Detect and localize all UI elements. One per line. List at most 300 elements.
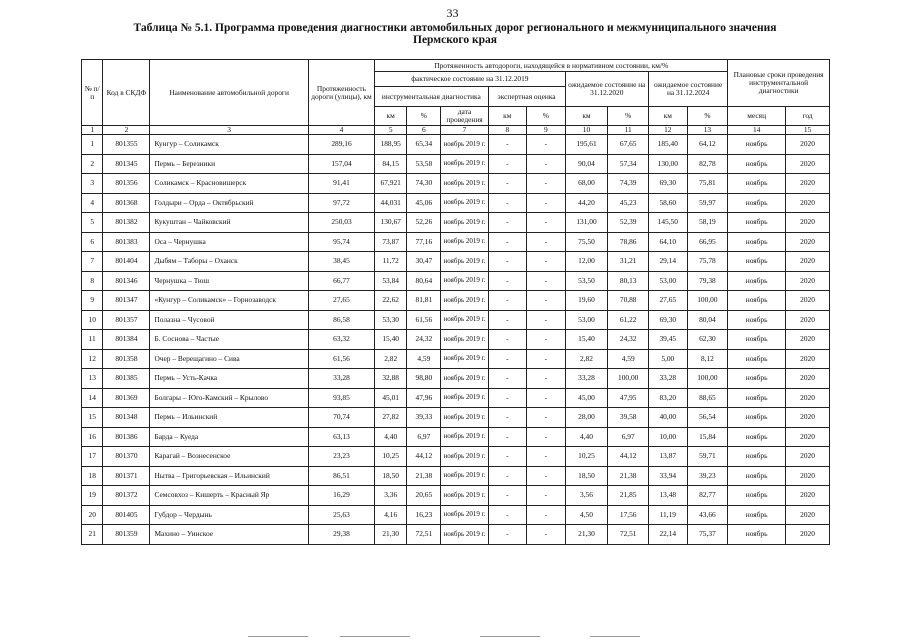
road-name-cell: Пермь – Усть-Качка xyxy=(150,369,308,389)
instrumental-km-cell: 44,031 xyxy=(375,193,407,213)
expert-pct-cell: - xyxy=(527,447,566,467)
header-month: месяц xyxy=(728,107,786,126)
column-number: 3 xyxy=(150,126,308,135)
table-row xyxy=(82,447,830,467)
diagnostic-date-cell: ноябрь 2019 г. xyxy=(441,213,488,233)
instrumental-km-cell: 4,40 xyxy=(375,427,407,447)
diagnostic-date-cell: ноябрь 2019 г. xyxy=(441,408,488,428)
road-length-cell: 91,41 xyxy=(308,174,374,194)
table-header xyxy=(82,60,830,126)
header-km: км xyxy=(649,107,688,126)
expected-2024-km-cell: 27,65 xyxy=(649,291,688,311)
expected-2024-km-cell: 83,20 xyxy=(649,388,688,408)
expert-km-cell: - xyxy=(488,252,527,272)
road-name-cell: Полазна – Чусовой xyxy=(150,310,308,330)
expected-2020-pct-cell: 4,59 xyxy=(608,349,649,369)
planned-month-cell: ноябрь xyxy=(728,271,786,291)
expected-2024-pct-cell: 62,30 xyxy=(687,330,728,350)
expert-km-cell: - xyxy=(488,525,527,545)
header-expert: экспертная оценка xyxy=(488,87,565,107)
expected-2024-pct-cell: 8,12 xyxy=(687,349,728,369)
planned-year-cell: 2020 xyxy=(786,447,830,467)
diagnostic-date-cell: ноябрь 2019 г. xyxy=(441,232,488,252)
header-km: км xyxy=(565,107,608,126)
road-name-cell: Очер – Верещагино – Сива xyxy=(150,349,308,369)
table-row xyxy=(82,486,830,506)
expert-pct-cell: - xyxy=(527,369,566,389)
expected-2024-pct-cell: 59,97 xyxy=(687,193,728,213)
row-number-cell: 18 xyxy=(82,466,103,486)
road-code-cell: 801371 xyxy=(103,466,150,486)
diagnostic-date-cell: ноябрь 2019 г. xyxy=(441,135,488,155)
expected-2024-pct-cell: 58,19 xyxy=(687,213,728,233)
instrumental-km-cell: 84,15 xyxy=(375,154,407,174)
road-length-cell: 29,38 xyxy=(308,525,374,545)
header-pct: % xyxy=(687,107,728,126)
planned-month-cell: ноябрь xyxy=(728,505,786,525)
road-length-cell: 63,32 xyxy=(308,330,374,350)
planned-month-cell: ноябрь xyxy=(728,427,786,447)
expert-pct-cell: - xyxy=(527,408,566,428)
instrumental-pct-cell: 21,38 xyxy=(407,466,441,486)
header-code: Код в СКДФ xyxy=(103,60,150,126)
planned-year-cell: 2020 xyxy=(786,525,830,545)
expert-pct-cell: - xyxy=(527,213,566,233)
row-number-cell: 1 xyxy=(82,135,103,155)
instrumental-pct-cell: 81,81 xyxy=(407,291,441,311)
expected-2020-km-cell: 131,00 xyxy=(565,213,608,233)
expected-2024-km-cell: 69,30 xyxy=(649,310,688,330)
road-code-cell: 801359 xyxy=(103,525,150,545)
expected-2020-pct-cell: 21,85 xyxy=(608,486,649,506)
instrumental-pct-cell: 47,96 xyxy=(407,388,441,408)
expert-km-cell: - xyxy=(488,271,527,291)
road-code-cell: 801346 xyxy=(103,271,150,291)
planned-year-cell: 2020 xyxy=(786,388,830,408)
expert-pct-cell: - xyxy=(527,271,566,291)
expected-2024-pct-cell: 82,78 xyxy=(687,154,728,174)
expected-2020-km-cell: 18,50 xyxy=(565,466,608,486)
instrumental-pct-cell: 80,64 xyxy=(407,271,441,291)
instrumental-pct-cell: 45,06 xyxy=(407,193,441,213)
road-name-cell: Голдыри – Орда – Октябрьский xyxy=(150,193,308,213)
expected-2024-pct-cell: 75,78 xyxy=(687,252,728,272)
road-name-cell: Барда – Куеда xyxy=(150,427,308,447)
expert-pct-cell: - xyxy=(527,135,566,155)
row-number-cell: 10 xyxy=(82,310,103,330)
diagnostic-date-cell: ноябрь 2019 г. xyxy=(441,174,488,194)
row-number-cell: 14 xyxy=(82,388,103,408)
expert-pct-cell: - xyxy=(527,525,566,545)
expected-2020-pct-cell: 6,97 xyxy=(608,427,649,447)
expert-pct-cell: - xyxy=(527,505,566,525)
header-km: км xyxy=(375,107,407,126)
expected-2024-km-cell: 39,45 xyxy=(649,330,688,350)
header-instrumental: инструментальная диагностика xyxy=(375,87,488,107)
instrumental-km-cell: 53,30 xyxy=(375,310,407,330)
expected-2020-km-cell: 53,50 xyxy=(565,271,608,291)
expected-2024-pct-cell: 100,00 xyxy=(687,291,728,311)
row-number-cell: 6 xyxy=(82,232,103,252)
expert-km-cell: - xyxy=(488,135,527,155)
planned-year-cell: 2020 xyxy=(786,486,830,506)
instrumental-pct-cell: 52,26 xyxy=(407,213,441,233)
expected-2020-pct-cell: 100,00 xyxy=(608,369,649,389)
road-length-cell: 38,45 xyxy=(308,252,374,272)
road-name-cell: Болгары – Юго-Камский – Крылово xyxy=(150,388,308,408)
column-number-row xyxy=(82,126,830,135)
expected-2020-km-cell: 10,25 xyxy=(565,447,608,467)
header-km: км xyxy=(488,107,527,126)
row-number-cell: 11 xyxy=(82,330,103,350)
expected-2020-km-cell: 33,28 xyxy=(565,369,608,389)
road-length-cell: 27,65 xyxy=(308,291,374,311)
planned-month-cell: ноябрь xyxy=(728,252,786,272)
expected-2020-pct-cell: 52,39 xyxy=(608,213,649,233)
column-number: 12 xyxy=(649,126,688,135)
footer-rule xyxy=(248,636,308,637)
road-code-cell: 801383 xyxy=(103,232,150,252)
header-length: Протяженность дороги (улицы), км xyxy=(308,60,374,126)
road-length-cell: 86,51 xyxy=(308,466,374,486)
expected-2020-pct-cell: 31,21 xyxy=(608,252,649,272)
expert-pct-cell: - xyxy=(527,193,566,213)
table-row xyxy=(82,388,830,408)
road-length-cell: 66,77 xyxy=(308,271,374,291)
road-length-cell: 70,74 xyxy=(308,408,374,428)
expected-2024-km-cell: 29,14 xyxy=(649,252,688,272)
column-number: 8 xyxy=(488,126,527,135)
table-row xyxy=(82,525,830,545)
instrumental-pct-cell: 74,30 xyxy=(407,174,441,194)
instrumental-km-cell: 10,25 xyxy=(375,447,407,467)
expected-2024-km-cell: 40,00 xyxy=(649,408,688,428)
header-num: № п/п xyxy=(82,60,103,126)
planned-month-cell: ноябрь xyxy=(728,213,786,233)
diagnostic-date-cell: ноябрь 2019 г. xyxy=(441,486,488,506)
instrumental-pct-cell: 4,59 xyxy=(407,349,441,369)
header-name: Наименование автомобильной дороги xyxy=(150,60,308,126)
table-row xyxy=(82,466,830,486)
expert-km-cell: - xyxy=(488,330,527,350)
expected-2020-pct-cell: 72,51 xyxy=(608,525,649,545)
expert-pct-cell: - xyxy=(527,154,566,174)
row-number-cell: 12 xyxy=(82,349,103,369)
expected-2024-km-cell: 33,28 xyxy=(649,369,688,389)
table-row xyxy=(82,232,830,252)
planned-year-cell: 2020 xyxy=(786,135,830,155)
expert-pct-cell: - xyxy=(527,388,566,408)
instrumental-pct-cell: 30,47 xyxy=(407,252,441,272)
road-name-cell: Б. Соснова – Частые xyxy=(150,330,308,350)
road-name-cell: Дыбям – Таборы – Оханск xyxy=(150,252,308,272)
expected-2024-pct-cell: 66,95 xyxy=(687,232,728,252)
instrumental-pct-cell: 61,56 xyxy=(407,310,441,330)
table-row xyxy=(82,330,830,350)
row-number-cell: 9 xyxy=(82,291,103,311)
instrumental-pct-cell: 6,97 xyxy=(407,427,441,447)
expected-2020-km-cell: 53,00 xyxy=(565,310,608,330)
expected-2020-km-cell: 21,30 xyxy=(565,525,608,545)
expected-2024-km-cell: 22,14 xyxy=(649,525,688,545)
planned-year-cell: 2020 xyxy=(786,154,830,174)
column-number: 11 xyxy=(608,126,649,135)
expected-2020-pct-cell: 47,95 xyxy=(608,388,649,408)
table-row xyxy=(82,174,830,194)
road-code-cell: 801356 xyxy=(103,174,150,194)
expected-2024-km-cell: 5,00 xyxy=(649,349,688,369)
row-number-cell: 5 xyxy=(82,213,103,233)
road-name-cell: Оса – Чернушка xyxy=(150,232,308,252)
road-name-cell: Кунгур – Соликамск xyxy=(150,135,308,155)
table-row xyxy=(82,193,830,213)
road-code-cell: 801384 xyxy=(103,330,150,350)
planned-year-cell: 2020 xyxy=(786,213,830,233)
planned-year-cell: 2020 xyxy=(786,330,830,350)
row-number-cell: 19 xyxy=(82,486,103,506)
expected-2020-km-cell: 90,04 xyxy=(565,154,608,174)
planned-year-cell: 2020 xyxy=(786,466,830,486)
expected-2020-km-cell: 4,50 xyxy=(565,505,608,525)
expected-2020-pct-cell: 44,12 xyxy=(608,447,649,467)
road-length-cell: 86,58 xyxy=(308,310,374,330)
expected-2020-km-cell: 15,40 xyxy=(565,330,608,350)
road-code-cell: 801386 xyxy=(103,427,150,447)
expert-km-cell: - xyxy=(488,154,527,174)
instrumental-km-cell: 2,82 xyxy=(375,349,407,369)
table-row xyxy=(82,310,830,330)
expert-km-cell: - xyxy=(488,505,527,525)
expert-pct-cell: - xyxy=(527,174,566,194)
table-body xyxy=(82,126,830,545)
expert-km-cell: - xyxy=(488,193,527,213)
table-title xyxy=(60,22,850,46)
diagnostic-date-cell: ноябрь 2019 г. xyxy=(441,291,488,311)
expert-pct-cell: - xyxy=(527,330,566,350)
planned-month-cell: ноябрь xyxy=(728,408,786,428)
row-number-cell: 17 xyxy=(82,447,103,467)
expected-2020-km-cell: 19,60 xyxy=(565,291,608,311)
diagnostic-date-cell: ноябрь 2019 г. xyxy=(441,369,488,389)
diagnostic-date-cell: ноябрь 2019 г. xyxy=(441,505,488,525)
expected-2024-km-cell: 13,87 xyxy=(649,447,688,467)
planned-year-cell: 2020 xyxy=(786,271,830,291)
expected-2020-pct-cell: 80,13 xyxy=(608,271,649,291)
expected-2020-pct-cell: 67,65 xyxy=(608,135,649,155)
expert-km-cell: - xyxy=(488,310,527,330)
expert-pct-cell: - xyxy=(527,349,566,369)
expected-2020-km-cell: 12,00 xyxy=(565,252,608,272)
table-row xyxy=(82,427,830,447)
footer-rule xyxy=(340,636,410,637)
expected-2024-km-cell: 58,60 xyxy=(649,193,688,213)
expected-2024-km-cell: 33,94 xyxy=(649,466,688,486)
column-number: 10 xyxy=(565,126,608,135)
expected-2020-km-cell: 3,56 xyxy=(565,486,608,506)
planned-year-cell: 2020 xyxy=(786,291,830,311)
planned-month-cell: ноябрь xyxy=(728,388,786,408)
road-code-cell: 801405 xyxy=(103,505,150,525)
expert-km-cell: - xyxy=(488,486,527,506)
road-length-cell: 63,13 xyxy=(308,427,374,447)
header-expected-2020: ожидаемое состояние на 31.12.2020 xyxy=(565,72,648,107)
road-length-cell: 33,28 xyxy=(308,369,374,389)
road-length-cell: 93,85 xyxy=(308,388,374,408)
expected-2020-km-cell: 2,82 xyxy=(565,349,608,369)
instrumental-pct-cell: 24,32 xyxy=(407,330,441,350)
table-row xyxy=(82,291,830,311)
planned-year-cell: 2020 xyxy=(786,505,830,525)
planned-month-cell: ноябрь xyxy=(728,369,786,389)
road-name-cell: Карагай – Вознесенское xyxy=(150,447,308,467)
diagnostic-date-cell: ноябрь 2019 г. xyxy=(441,330,488,350)
instrumental-km-cell: 3,36 xyxy=(375,486,407,506)
instrumental-km-cell: 11,72 xyxy=(375,252,407,272)
row-number-cell: 4 xyxy=(82,193,103,213)
expected-2024-pct-cell: 59,71 xyxy=(687,447,728,467)
instrumental-km-cell: 188,95 xyxy=(375,135,407,155)
expert-km-cell: - xyxy=(488,174,527,194)
road-name-cell: Нытва – Григорьевская – Ильинский xyxy=(150,466,308,486)
footer-rule xyxy=(590,636,640,637)
road-length-cell: 16,29 xyxy=(308,486,374,506)
table-row xyxy=(82,349,830,369)
instrumental-pct-cell: 44,12 xyxy=(407,447,441,467)
diagnostic-date-cell: ноябрь 2019 г. xyxy=(441,525,488,545)
column-number: 9 xyxy=(527,126,566,135)
expected-2020-pct-cell: 24,32 xyxy=(608,330,649,350)
roads-diagnostics-table xyxy=(81,59,830,545)
expected-2024-pct-cell: 64,12 xyxy=(687,135,728,155)
road-code-cell: 801370 xyxy=(103,447,150,467)
diagnostic-date-cell: ноябрь 2019 г. xyxy=(441,154,488,174)
row-number-cell: 3 xyxy=(82,174,103,194)
instrumental-km-cell: 15,40 xyxy=(375,330,407,350)
planned-month-cell: ноябрь xyxy=(728,330,786,350)
instrumental-pct-cell: 53,58 xyxy=(407,154,441,174)
title-line-1: Таблица № 5.1. Программа проведения диагностики автомобильных дорог регионального и межмуниципального значения xyxy=(133,22,777,34)
road-code-cell: 801382 xyxy=(103,213,150,233)
planned-month-cell: ноябрь xyxy=(728,291,786,311)
expert-km-cell: - xyxy=(488,427,527,447)
expert-pct-cell: - xyxy=(527,291,566,311)
diagnostic-date-cell: ноябрь 2019 г. xyxy=(441,427,488,447)
road-name-cell: Махино – Уинское xyxy=(150,525,308,545)
expected-2024-km-cell: 130,00 xyxy=(649,154,688,174)
expected-2024-km-cell: 11,19 xyxy=(649,505,688,525)
expected-2020-km-cell: 28,00 xyxy=(565,408,608,428)
road-code-cell: 801404 xyxy=(103,252,150,272)
column-number: 15 xyxy=(786,126,830,135)
expected-2020-pct-cell: 17,56 xyxy=(608,505,649,525)
header-year: год xyxy=(786,107,830,126)
road-code-cell: 801345 xyxy=(103,154,150,174)
header-actual: фактическое состояние на 31.12.2019 xyxy=(375,72,565,87)
header-normative: Протяженность автодороги, находящейся в нормативном состоянии, км/% xyxy=(375,60,728,72)
diagnostic-date-cell: ноябрь 2019 г. xyxy=(441,447,488,467)
expected-2024-km-cell: 69,30 xyxy=(649,174,688,194)
planned-month-cell: ноябрь xyxy=(728,193,786,213)
footer-rule xyxy=(480,636,540,637)
instrumental-pct-cell: 16,23 xyxy=(407,505,441,525)
column-number: 4 xyxy=(308,126,374,135)
road-code-cell: 801348 xyxy=(103,408,150,428)
road-length-cell: 250,03 xyxy=(308,213,374,233)
instrumental-km-cell: 18,50 xyxy=(375,466,407,486)
column-number: 5 xyxy=(375,126,407,135)
row-number-cell: 2 xyxy=(82,154,103,174)
expected-2024-pct-cell: 39,23 xyxy=(687,466,728,486)
expert-pct-cell: - xyxy=(527,466,566,486)
planned-year-cell: 2020 xyxy=(786,349,830,369)
row-number-cell: 15 xyxy=(82,408,103,428)
expected-2024-pct-cell: 56,54 xyxy=(687,408,728,428)
road-code-cell: 801368 xyxy=(103,193,150,213)
road-name-cell: Губдор – Чердынь xyxy=(150,505,308,525)
row-number-cell: 16 xyxy=(82,427,103,447)
road-name-cell: «Кунгур – Соликамск» – Горнозаводск xyxy=(150,291,308,311)
row-number-cell: 7 xyxy=(82,252,103,272)
road-name-cell: Пермь – Ильинский xyxy=(150,408,308,428)
expected-2024-pct-cell: 88,65 xyxy=(687,388,728,408)
diagnostic-date-cell: ноябрь 2019 г. xyxy=(441,466,488,486)
expert-pct-cell: - xyxy=(527,232,566,252)
planned-year-cell: 2020 xyxy=(786,310,830,330)
road-name-cell: Семсовхоз – Кишерть – Красный Яр xyxy=(150,486,308,506)
road-name-cell: Кукуштан – Чайковский xyxy=(150,213,308,233)
road-code-cell: 801358 xyxy=(103,349,150,369)
diagnostic-date-cell: ноябрь 2019 г. xyxy=(441,193,488,213)
road-length-cell: 95,74 xyxy=(308,232,374,252)
expected-2020-km-cell: 45,00 xyxy=(565,388,608,408)
expert-pct-cell: - xyxy=(527,486,566,506)
column-number: 6 xyxy=(407,126,441,135)
planned-year-cell: 2020 xyxy=(786,369,830,389)
road-name-cell: Соликамск – Красновишерск xyxy=(150,174,308,194)
road-code-cell: 801357 xyxy=(103,310,150,330)
expert-pct-cell: - xyxy=(527,252,566,272)
planned-month-cell: ноябрь xyxy=(728,310,786,330)
column-number: 1 xyxy=(82,126,103,135)
expected-2020-km-cell: 68,00 xyxy=(565,174,608,194)
planned-year-cell: 2020 xyxy=(786,232,830,252)
road-code-cell: 801369 xyxy=(103,388,150,408)
column-number: 14 xyxy=(728,126,786,135)
expected-2024-km-cell: 64,10 xyxy=(649,232,688,252)
expert-km-cell: - xyxy=(488,388,527,408)
diagnostic-date-cell: ноябрь 2019 г. xyxy=(441,349,488,369)
planned-month-cell: ноябрь xyxy=(728,525,786,545)
road-name-cell: Пермь – Березники xyxy=(150,154,308,174)
expert-km-cell: - xyxy=(488,408,527,428)
expected-2020-pct-cell: 61,22 xyxy=(608,310,649,330)
road-code-cell: 801355 xyxy=(103,135,150,155)
header-planned: Плановые сроки проведения инструментальной диагностики xyxy=(728,60,830,107)
header-pct: % xyxy=(527,107,566,126)
planned-year-cell: 2020 xyxy=(786,427,830,447)
table-row xyxy=(82,369,830,389)
expert-pct-cell: - xyxy=(527,427,566,447)
expected-2024-pct-cell: 79,38 xyxy=(687,271,728,291)
column-number: 7 xyxy=(441,126,488,135)
table-row xyxy=(82,135,830,155)
road-code-cell: 801385 xyxy=(103,369,150,389)
expected-2024-pct-cell: 43,66 xyxy=(687,505,728,525)
diagnostic-date-cell: ноябрь 2019 г. xyxy=(441,252,488,272)
road-length-cell: 23,23 xyxy=(308,447,374,467)
expert-km-cell: - xyxy=(488,447,527,467)
expected-2024-km-cell: 145,50 xyxy=(649,213,688,233)
